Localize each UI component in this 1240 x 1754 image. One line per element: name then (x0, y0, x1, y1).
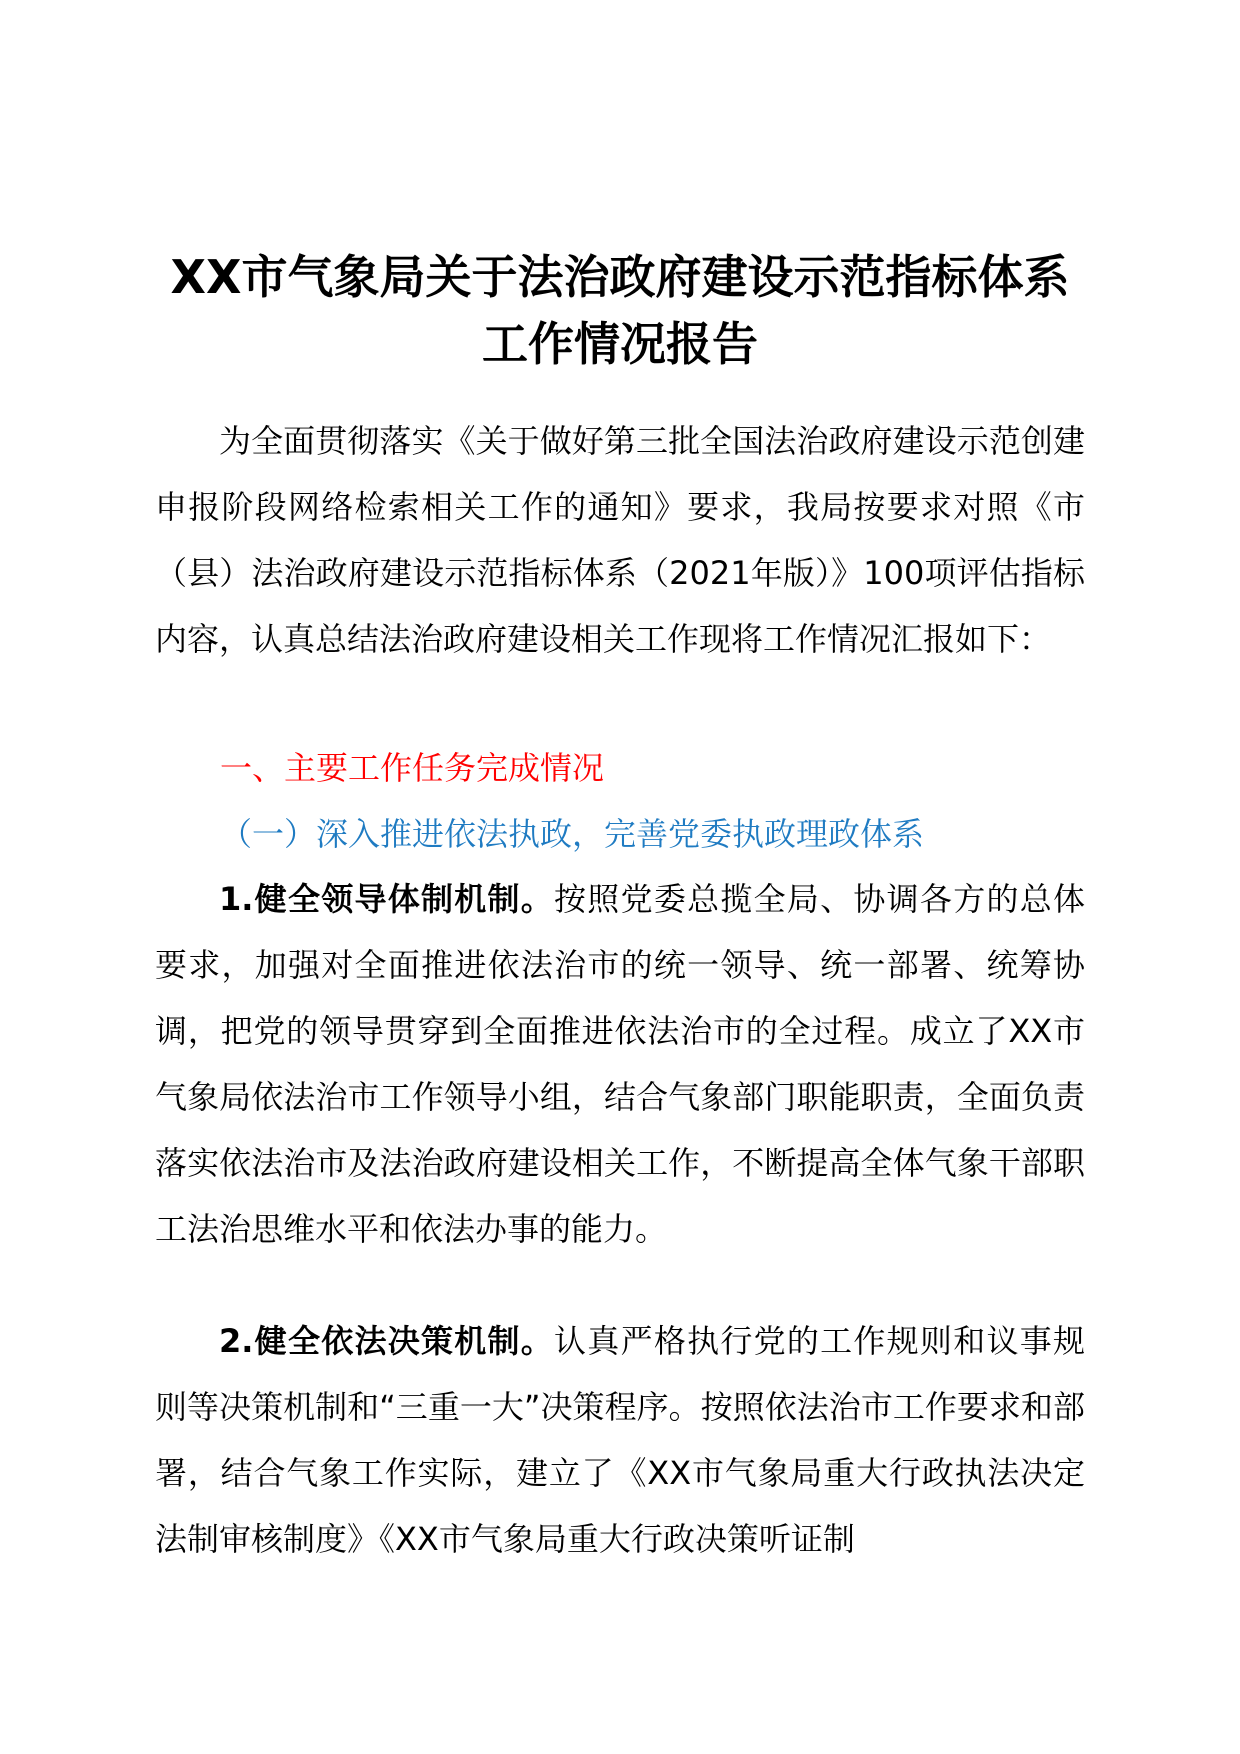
item-2-paragraph (155, 1308, 1085, 1572)
intro-paragraph: 为全面贯彻落实《关于做好第三批全国法治政府建设示范创建申报阶段网络检索相关工作的通知》要求，我局按要求对照《市（县）法治政府建设示范指标体系（2021年版）》100项评估指标内容，认真总结法治政府建设相关工作现将工作情况汇报如下： (155, 422, 1085, 658)
item-1-lead: 1.健全领导体制机制。 (219, 880, 555, 918)
document-title-line-1: XX市气象局关于法治政府建设示范指标体系 (170, 250, 1070, 304)
document-title-line-2: 工作情况报告 (482, 317, 758, 371)
item-1-text: 按照党委总揽全局、协调各方的总体要求，加强对全面推进依法治市的统一领导、统一部署、统筹协调，把党的领导贯穿到全面推进依法治市的全过程。成立了XX市气象局依法治市工作领导小组，结合气象部门职能职责，全面负责落实依法治市及法治政府建设相关工作，不断提高全体气象干部职工法治思维水平和依法办事的能力。 (155, 880, 1085, 1248)
section-heading-1: 一、主要工作任务完成情况 (220, 749, 605, 787)
item-2-lead: 2.健全依法决策机制。 (219, 1322, 555, 1360)
item-2-text: 认真严格执行党的工作规则和议事规则等决策机制和“三重一大”决策程序。按照依法治市工作要求和部署，结合气象工作实际，建立了《XX市气象局重大行政执法决定法制审核制度》《XX市气象局重大行政决策听证制 (155, 1322, 1085, 1558)
subsection-heading-1: （一）深入推进依法执政，完善党委执政理政体系 (220, 815, 925, 853)
item-1-paragraph (155, 866, 1085, 1262)
